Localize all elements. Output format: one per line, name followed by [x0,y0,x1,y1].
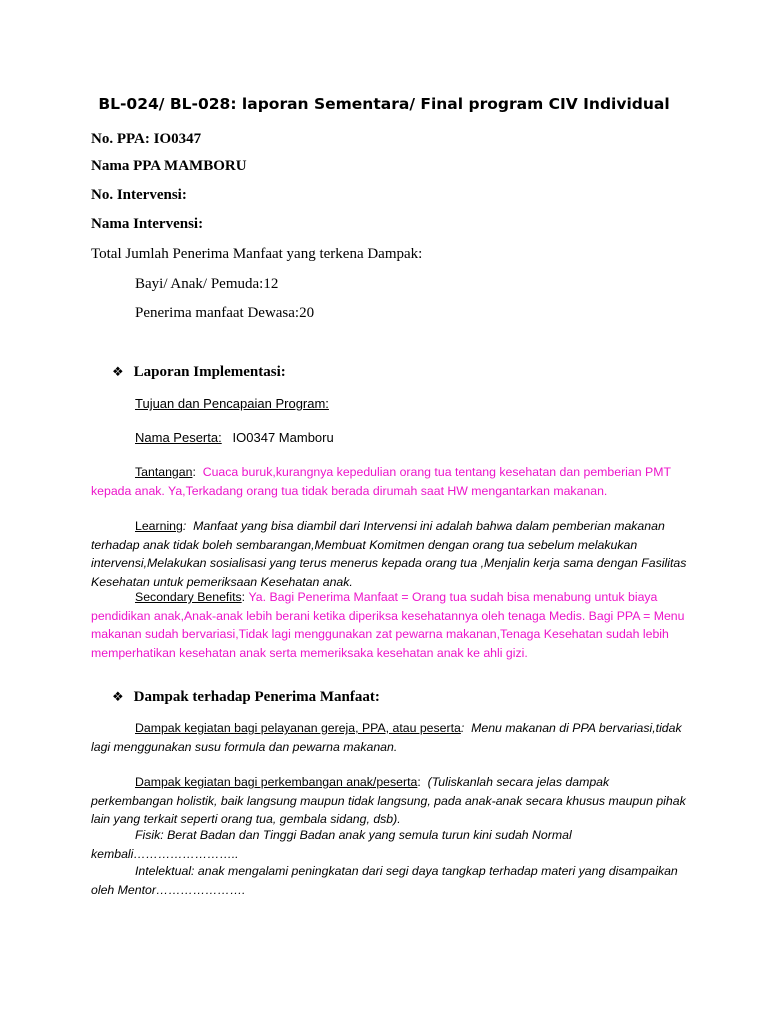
dampak-heading: Dampak terhadap Penerima Manfaat: [133,689,380,705]
dampak-gereja-text: Menu makanan di PPA bervariasi,tidak lagi menggunakan susu formula dan pewarna makanan. [91,721,682,754]
intelektual-paragraph [91,862,691,899]
secondary-benefits-paragraph: Secondary Benefits: Ya. Bagi Penerima Manfaat = Orang tua sudah bisa menabung untuk biaya pendidikan anak,Anak-anak lebih berani ketika diperiksa kesehatannya oleh tenaga Medis. Bagi PPA = Menu makanan sudah bervariasi,Tidak lagi menggunakan zat pewarna makanan,Tenaga Kesehatan sudah lebih memperhatikan kesehatan anak serta memeriksaka kesehatan anak ke ahli gizi. [91,590,685,660]
fisik-paragraph [91,826,691,863]
secondary-benefits-text: Ya. Bagi Penerima Manfaat = Orang tua sudah bisa menabung untuk biaya pendidikan anak,Anak-anak lebih berani ketika diperiksa kesehatannya oleh tenaga Medis. Bagi PPA = Menu makanan sudah bervariasi,Tidak lagi menggunakan zat pewarna makanan,Tenaga Kesehatan sudah lebih memperhatikan kesehatan anak serta memeriksaka kesehatan anak ke ahli gizi. [91,590,685,660]
learning-label: Learning [135,519,183,533]
tantangan-text: Cuaca buruk,kurangnya kepedulian orang tua tentang kesehatan dan pemberian PMT kepada anak. Ya,Terkadang orang tua tidak berada dirumah saat HW mengantarkan makanan. [91,465,671,498]
intelektual-text: Intelektual: anak mengalami peningkatan dari segi daya tangkap terhadap materi yang disampaikan oleh Mentor…………………. [91,864,678,897]
document-title: BL-024/ BL-028: laporan Sementara/ Final program CIV Individual [98,95,670,113]
diamond-bullet-icon: ❖ [112,690,124,705]
tantangan-label: Tantangan [135,465,193,479]
dampak-anak-text: (Tuliskanlah secara jelas dampak perkembangan holistik, baik langsung maupun tidak langsung, pada anak-anak secara khusus maupun pihak lain yang terkait seperti orang tua, gembala sidang, dsb). [91,775,686,826]
learning-paragraph: Learning: Manfaat yang bisa diambil dari Intervensi ini adalah bahwa dalam pemberian makanan terhadap anak tidak boleh sembarangan,Membuat Komitmen dengan orang tua sebelum melakukan intervensi,Melakukan sosialisasi yang terus menerus kepada orang tua ,Menjalin kerja sama dengan Fasilitas Kesehatan untuk pemeriksaan Kesehatan anak. [91,519,687,589]
secondary-benefits-label: Secondary Benefits [135,590,242,604]
penerima-dewasa: Penerima manfaat Dewasa:20 [135,305,315,321]
total-penerima: Total Jumlah Penerima Manfaat yang terkena Dampak: [91,246,423,262]
no-ppa: No. PPA: IO0347 [91,131,202,147]
diamond-bullet-icon: ❖ [112,365,124,380]
dampak-gereja-paragraph: Dampak kegiatan bagi pelayanan gereja, PPA, atau peserta: Menu makanan di PPA bervariasi,tidak lagi menggunakan susu formula dan pewarna makanan. [91,721,682,754]
dampak-anak-paragraph: Dampak kegiatan bagi perkembangan anak/peserta: (Tuliskanlah secara jelas dampak perkembangan holistik, baik langsung maupun tidak langsung, pada anak-anak secara khusus maupun pihak lain yang terkait seperti orang tua, gembala sidang, dsb). [91,775,686,826]
laporan-heading: Laporan Implementasi: [133,364,286,380]
bayi-anak-pemuda: Bayi/ Anak/ Pemuda:12 [135,276,279,292]
dampak-anak-label: Dampak kegiatan bagi perkembangan anak/peserta [135,775,418,789]
nama-peserta-value: IO0347 Mamboru [232,430,334,445]
tujuan-heading: Tujuan dan Pencapaian Program: [135,396,329,411]
laporan-heading-row [112,364,286,381]
dampak-heading-row [112,689,380,706]
learning-text: Manfaat yang bisa diambil dari Intervensi ini adalah bahwa dalam pemberian makanan terhadap anak tidak boleh sembarangan,Membuat Komitmen dengan orang tua sebelum melakukan intervensi,Melakukan sosialisasi yang terus menerus kepada orang tua ,Menjalin kerja sama dengan Fasilitas Kesehatan untuk pemeriksaan Kesehatan anak. [91,519,687,589]
nama-peserta-label: Nama Peserta: [135,430,222,445]
nama-peserta-row [135,430,334,445]
fisik-text: Fisik: Berat Badan dan Tinggi Badan anak yang semula turun kini sudah Normal kembali…………………….. [91,828,572,861]
tantangan-paragraph: Tantangan: Cuaca buruk,kurangnya kepedulian orang tua tentang kesehatan dan pemberian PMT kepada anak. Ya,Terkadang orang tua tidak berada dirumah saat HW mengantarkan makanan. [91,465,671,498]
nama-intervensi: Nama Intervensi: [91,216,204,232]
dampak-gereja-label: Dampak kegiatan bagi pelayanan gereja, PPA, atau peserta [135,721,461,735]
nama-ppa: Nama PPA MAMBORU [91,158,247,174]
no-intervensi: No. Intervensi: [91,187,187,203]
